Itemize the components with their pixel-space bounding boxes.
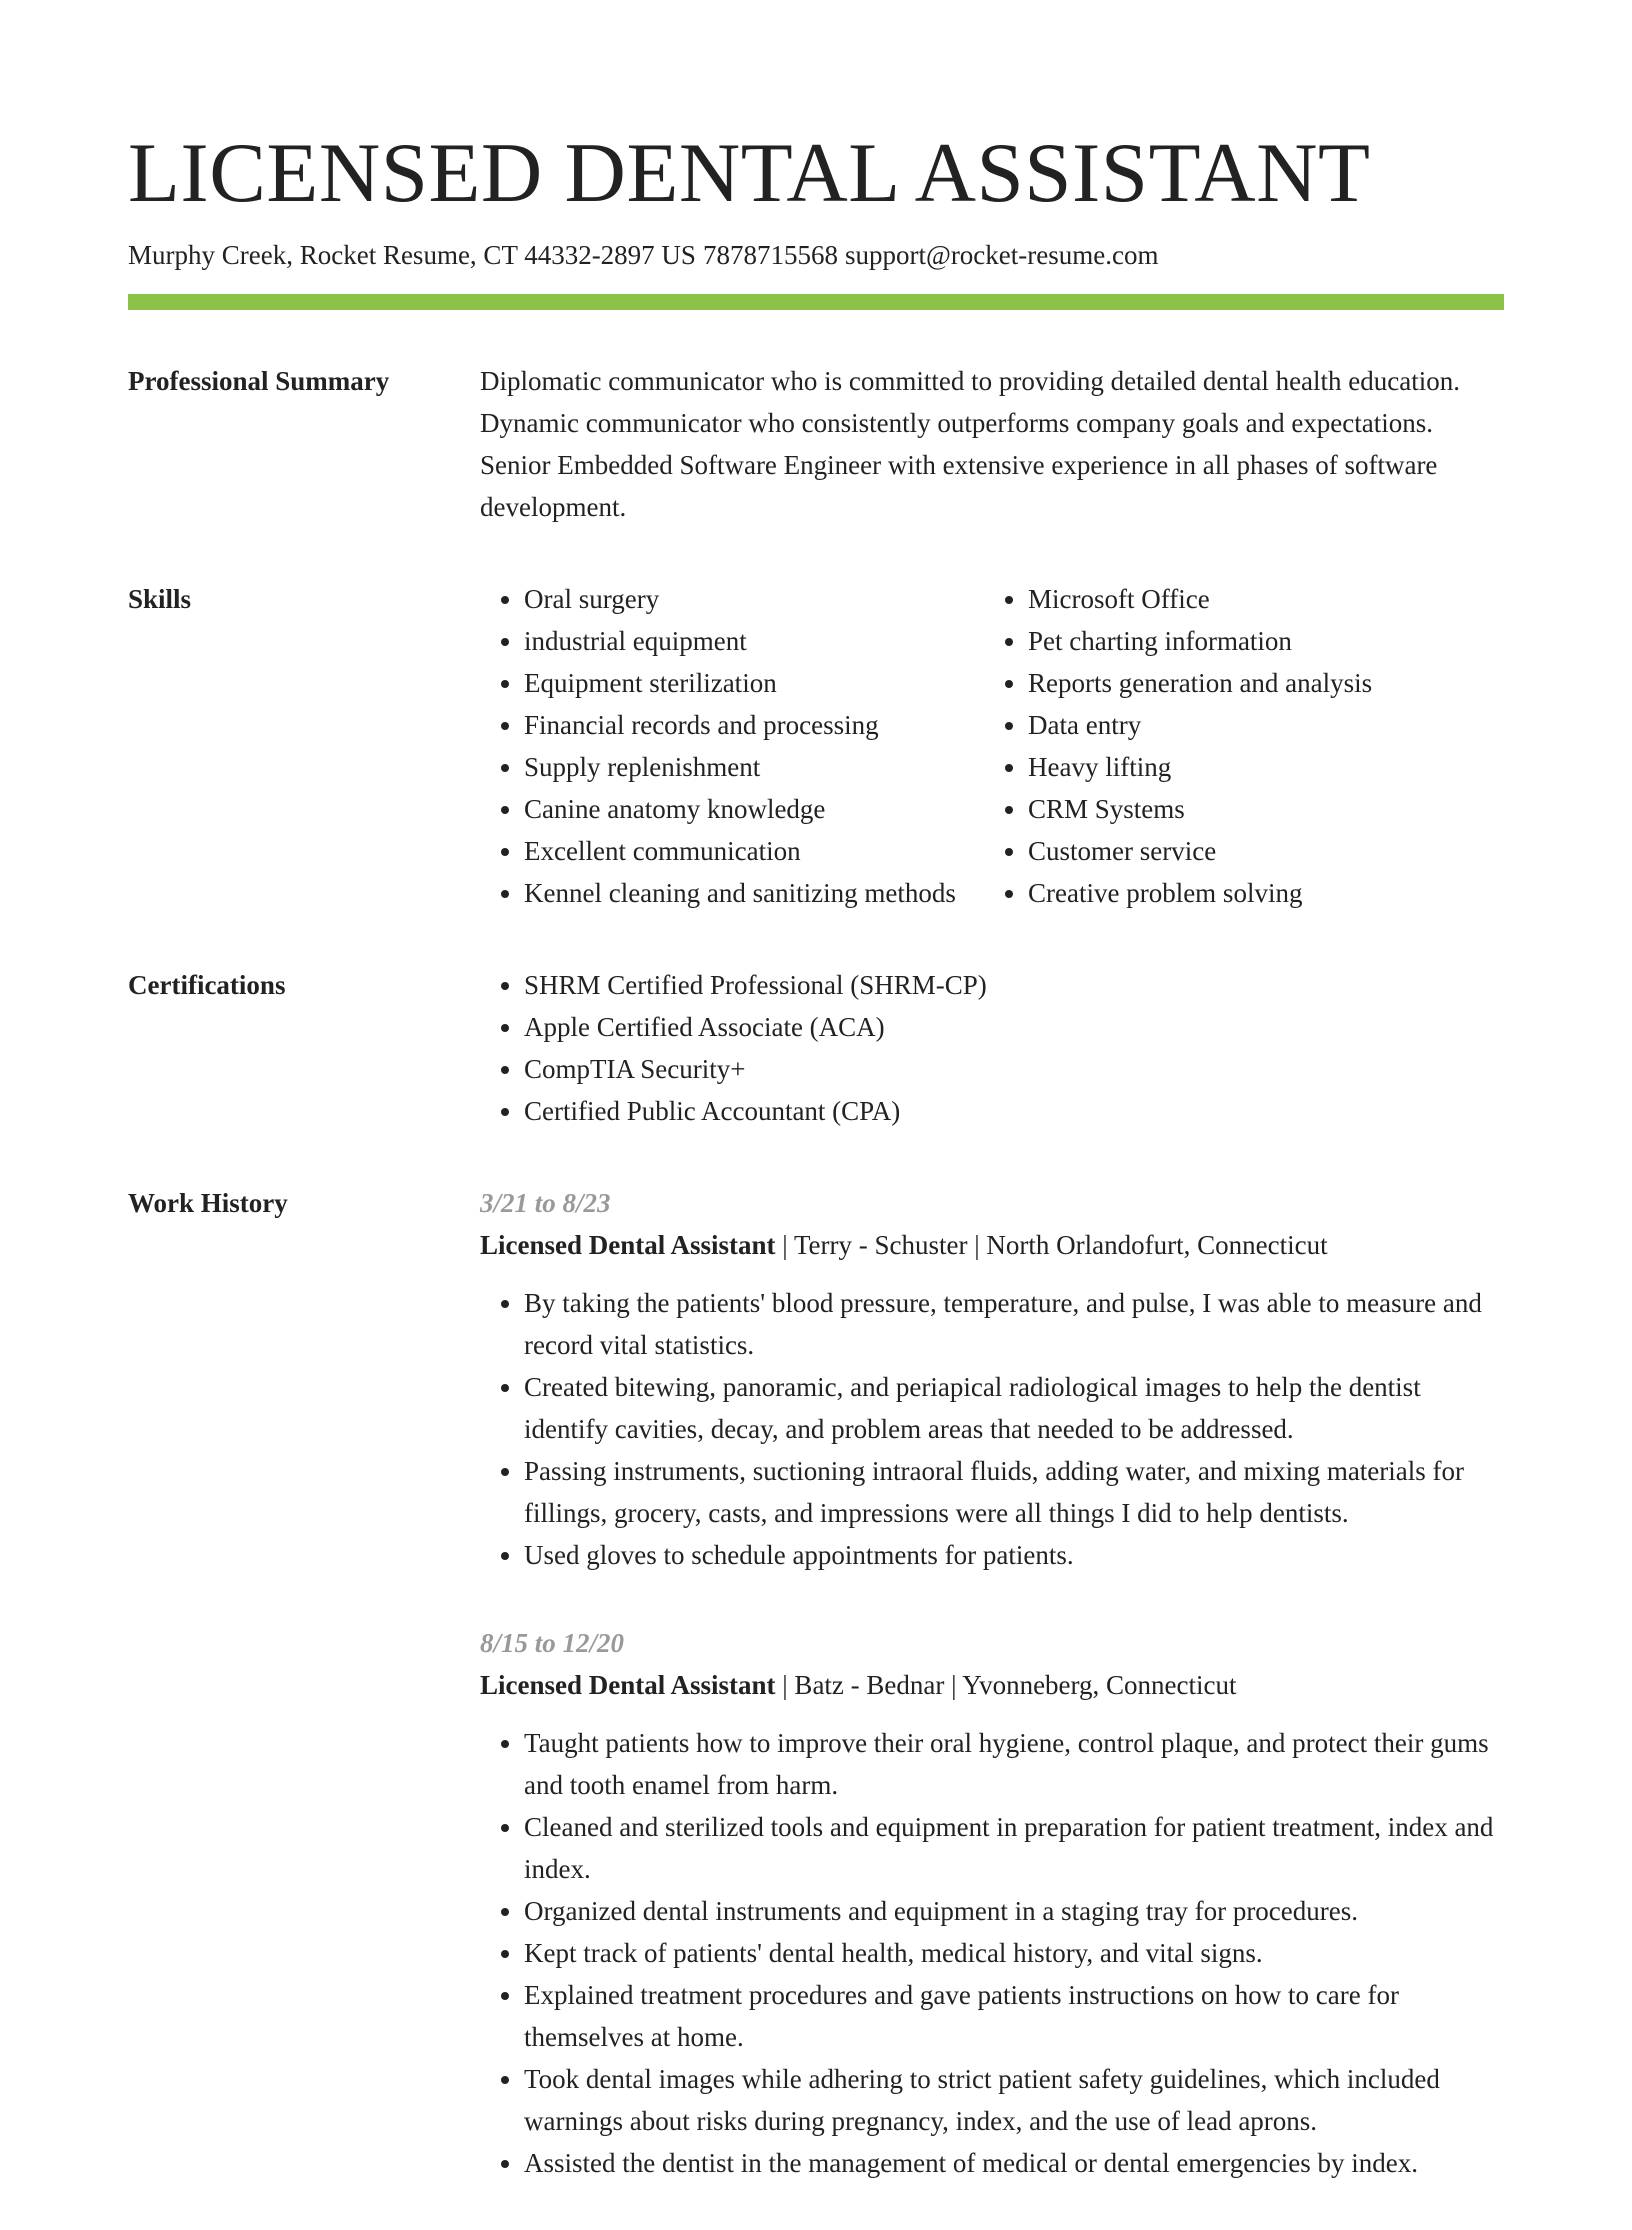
- candidate-name: LICENSED DENTAL ASSISTANT: [128, 126, 1371, 220]
- summary-text: Diplomatic communicator who is committed to providing detailed dental health education. Dynamic communicator who consistently outperforms company goals and expectations. Senior Embedded Software Engineer with extensive experience in all phases of software development.: [480, 366, 1461, 522]
- job-bullets: [480, 1722, 1504, 2184]
- skills-label: Skills: [128, 584, 192, 614]
- summary-section: [128, 360, 1504, 528]
- resume-page: [128, 118, 1504, 2230]
- contact-phone: 7878715568: [702, 240, 838, 270]
- list-item: • Customer service: [1028, 830, 1488, 872]
- skills-section: [128, 578, 1504, 914]
- list-item: • Taught patients how to improve their oral hygiene, control plaque, and protect their gums and tooth enamel from harm.: [524, 1722, 1504, 1806]
- certifications-section: [128, 964, 1504, 1132]
- certifications-label: Certifications: [128, 970, 286, 1000]
- job-title: Licensed Dental Assistant: [480, 1670, 776, 1700]
- list-item: • Equipment sterilization: [524, 662, 984, 704]
- work-history-label: Work History: [128, 1188, 288, 1218]
- job-title-line: [480, 1664, 1504, 1706]
- list-item: • By taking the patients' blood pressure, temperature, and pulse, I was able to measure and record vital statistics.: [524, 1282, 1504, 1366]
- contact-line: [128, 235, 1504, 275]
- job-dates: 3/21 to 8/23: [480, 1188, 611, 1218]
- list-item: • Data entry: [1028, 704, 1488, 746]
- job-details: | Terry - Schuster | North Orlandofurt, Connecticut: [775, 1230, 1328, 1260]
- list-item: • Cleaned and sterilized tools and equipment in preparation for patient treatment, index and index.: [524, 1806, 1504, 1890]
- list-item: • Heavy lifting: [1028, 746, 1488, 788]
- job-entry: [480, 1182, 1504, 1576]
- list-item: • Kennel cleaning and sanitizing methods: [524, 872, 984, 914]
- list-item: • Used gloves to schedule appointments for patients.: [524, 1534, 1504, 1576]
- list-item: • Creative problem solving: [1028, 872, 1488, 914]
- list-item: • Financial records and processing: [524, 704, 984, 746]
- list-item: • Supply replenishment: [524, 746, 984, 788]
- list-item: • Created bitewing, panoramic, and periapical radiological images to help the dentist identify cavities, decay, and problem areas that needed to be addressed.: [524, 1366, 1504, 1450]
- list-item: • Pet charting information: [1028, 620, 1488, 662]
- list-item: • Explained treatment procedures and gave patients instructions on how to care for themselves at home.: [524, 1974, 1504, 2058]
- list-item: • Took dental images while adhering to strict patient safety guidelines, which included warnings about risks during pregnancy, index, and the use of lead aprons.: [524, 2058, 1504, 2142]
- list-item: • CRM Systems: [1028, 788, 1488, 830]
- list-item: • Excellent communication: [524, 830, 984, 872]
- job-entry: [480, 1622, 1504, 2184]
- job-dates: 8/15 to 12/20: [480, 1628, 625, 1658]
- list-item: • industrial equipment: [524, 620, 984, 662]
- job-title-line: [480, 1224, 1504, 1266]
- list-item: • Organized dental instruments and equipment in a staging tray for procedures.: [524, 1890, 1504, 1932]
- list-item: • Apple Certified Associate (ACA): [524, 1006, 1504, 1048]
- list-item: • Reports generation and analysis: [1028, 662, 1488, 704]
- contact-email: support@rocket-resume.com: [844, 240, 1159, 270]
- certifications-list: [480, 964, 1504, 1132]
- header-divider: [128, 294, 1504, 310]
- job-title: Licensed Dental Assistant: [480, 1230, 776, 1260]
- list-item: • Assisted the dentist in the management of medical or dental emergencies by index.: [524, 2142, 1504, 2184]
- list-item: • Passing instruments, suctioning intraoral fluids, adding water, and mixing materials for fillings, grocery, casts, and impressions were all things I did to help dentists.: [524, 1450, 1504, 1534]
- summary-label: Professional Summary: [128, 366, 390, 396]
- list-item: • Microsoft Office: [1028, 578, 1488, 620]
- work-history-section: [128, 1182, 1504, 2230]
- list-item: • Kept track of patients' dental health, medical history, and vital signs.: [524, 1932, 1504, 1974]
- list-item: • SHRM Certified Professional (SHRM-CP): [524, 964, 1504, 1006]
- list-item: • Canine anatomy knowledge: [524, 788, 984, 830]
- job-details: | Batz - Bednar | Yvonneberg, Connecticut: [775, 1670, 1237, 1700]
- list-item: • Oral surgery: [524, 578, 984, 620]
- list-item: • Certified Public Accountant (CPA): [524, 1090, 1504, 1132]
- skills-list-right: [984, 578, 1488, 914]
- list-item: • CompTIA Security+: [524, 1048, 1504, 1090]
- skills-list-left: [480, 578, 984, 914]
- contact-address: Murphy Creek, Rocket Resume, CT 44332-2897 US: [128, 240, 696, 270]
- job-bullets: [480, 1282, 1504, 1576]
